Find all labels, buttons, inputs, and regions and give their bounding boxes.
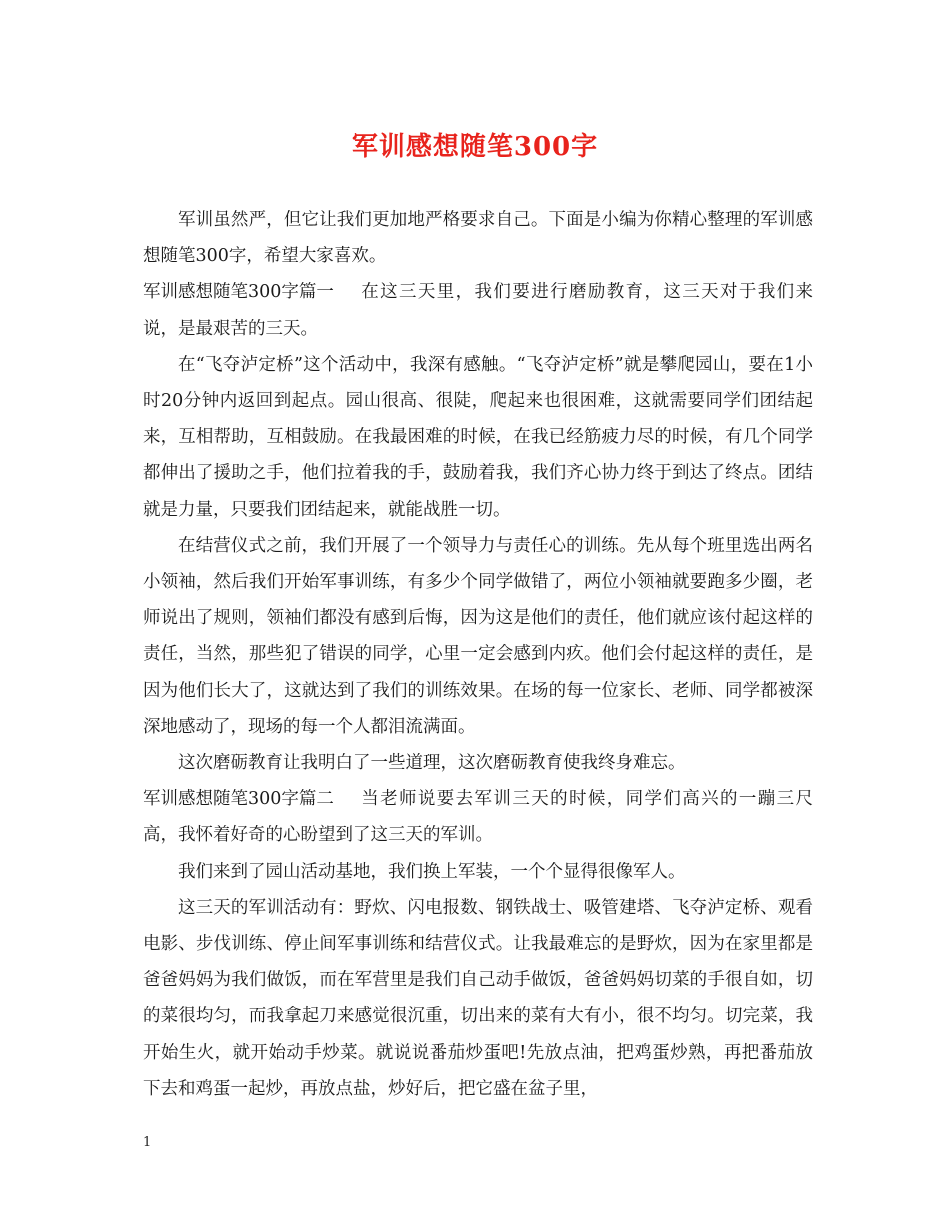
page-number: 1 xyxy=(143,1135,152,1150)
article-one-heading: 军训感想随笔300字篇一 xyxy=(143,282,334,303)
article-two-first-paragraph: 当老师说要去军训三天的时候，同学们高兴的一蹦三尺高，我怀着好奇的心盼望到了这三天的军训。 xyxy=(143,789,813,846)
article-one-first-paragraph: 在这三天里，我们要进行磨励教育，这三天对于我们来说，是最艰苦的三天。 xyxy=(143,282,813,339)
document-title: 军训感想随笔300字 xyxy=(351,132,599,162)
article-two-opening xyxy=(143,781,813,853)
article-two-heading: 军训感想随笔300字篇二 xyxy=(143,789,334,810)
paragraph-activities: 这三天的军训活动有：野炊、闪电报数、钢铁战士、吸管建塔、飞夺泸定桥、观看电影、步伐训练、停止间军事训练和结营仪式。让我最难忘的是野炊，因为在家里都是爸爸妈妈为我们做饭，而在军营里是我们自己动手做饭，爸爸妈妈切菜的手很自如，切的菜很均匀，而我拿起刀来感觉很沉重，切出来的菜有大有小，很不均匀。切完菜，我开始生火，就开始动手炒菜。就说说番茄炒蛋吧!先放点油，把鸡蛋炒熟，再把番茄放下去和鸡蛋一起炒，再放点盐，炒好后，把它盛在盆子里， xyxy=(143,897,813,1099)
article-one-opening xyxy=(143,274,813,346)
paragraph-luding-bridge: 在“飞夺泸定桥”这个活动中，我深有感触。“飞夺泸定桥”就是攀爬园山，要在1小时20分钟内返回到起点。园山很高、很陡，爬起来也很困难，这就需要同学们团结起来，互相帮助，互相鼓励。在我最困难的时候，在我已经筋疲力尽的时候，有几个同学都伸出了援助之手，他们拉着我的手，鼓励着我，我们齐心协力终于到达了终点。团结就是力量，只要我们团结起来，就能战胜一切。 xyxy=(143,354,813,520)
paragraph-intro: 军训虽然严，但它让我们更加地严格要求自己。下面是小编为你精心整理的军训感想随笔300字，希望大家喜欢。 xyxy=(143,210,813,267)
paragraph-lesson: 这次磨砺教育让我明白了一些道理，这次磨砺教育使我终身难忘。 xyxy=(178,753,686,774)
paragraph-leadership-training: 在结营仪式之前，我们开展了一个领导力与责任心的训练。先从每个班里选出两名小领袖，然后我们开始军事训练，有多少个同学做错了，两位小领袖就要跑多少圈，老师说出了规则，领袖们都没有感到后悔，因为这是他们的责任，他们就应该付起这样的责任，当然，那些犯了错误的同学，心里一定会感到内疚。他们会付起这样的责任，是因为他们长大了，这就达到了我们的训练效果。在场的每一位家长、老师、同学都被深深地感动了，现场的每一个人都泪流满面。 xyxy=(143,535,813,737)
document-body xyxy=(143,202,813,1107)
paragraph-base-arrival: 我们来到了园山活动基地，我们换上军装，一个个显得很像军人。 xyxy=(178,861,686,882)
